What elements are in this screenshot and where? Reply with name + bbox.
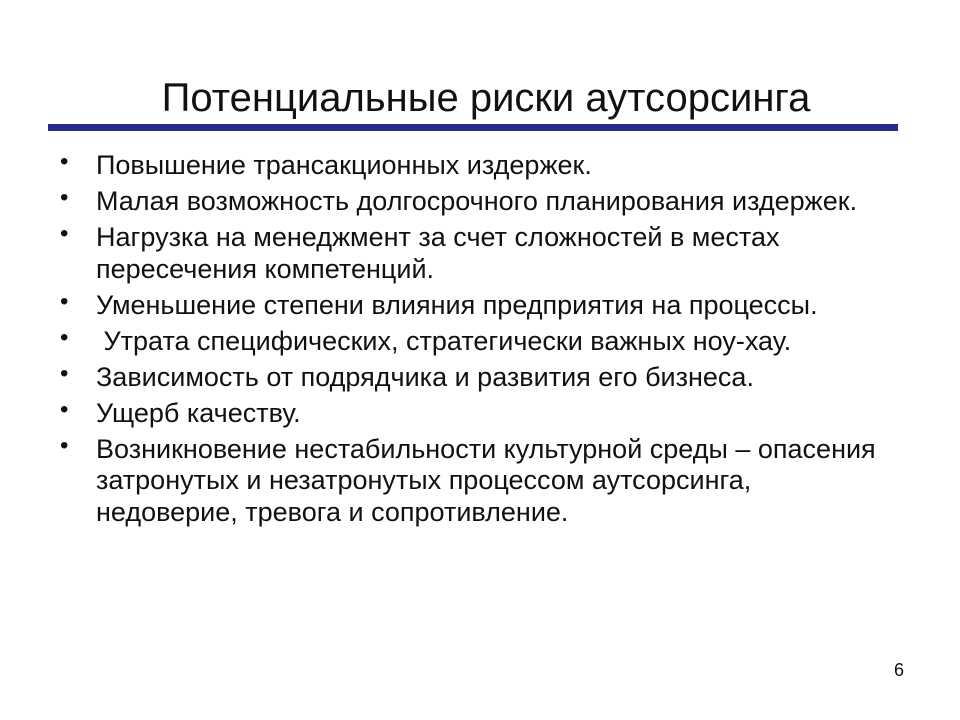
bullet-text: Возникновение нестабильности культурной среды – опасения затронутых и незатронутых процессом аутсорсинга, недоверие, тревога и сопротивление.: [96, 433, 876, 527]
bullet-text: Малая возможность долгосрочного планирования издержек.: [96, 186, 858, 216]
bullet-item: [56, 431, 896, 529]
bullet-icon: •: [60, 287, 69, 315]
bullet-icon: •: [60, 184, 69, 211]
page-number: 6: [893, 660, 904, 680]
bullet-text: Уменьшение степени влияния предприятия на процессы.: [96, 289, 818, 320]
bullet-text: Нагрузка на менеджмент за счет сложностей в местах пересечения компетенций.: [96, 222, 780, 284]
bullet-icon: •: [60, 323, 69, 351]
bullet-icon: •: [60, 220, 69, 247]
bullet-icon: •: [60, 148, 69, 175]
bullet-item: [56, 186, 896, 218]
bullet-list: [56, 150, 896, 533]
bullet-icon: •: [60, 359, 69, 387]
bullet-text: Зависимость от подрядчика и развития его бизнеса.: [96, 361, 754, 392]
bullet-item: [56, 150, 896, 182]
bullet-item: [56, 395, 896, 430]
bullet-item: [56, 359, 896, 394]
bullet-item: [56, 222, 896, 285]
slide-title: Потенциальные риски аутсорсинга: [161, 76, 811, 120]
bullet-text: Утрата специфических, стратегически важных ноу-хау.: [96, 325, 792, 356]
bullet-icon: •: [60, 431, 69, 459]
bullet-text: Повышение трансакционных издержек.: [96, 150, 592, 180]
title-underline: [48, 124, 898, 131]
bullet-text: Ущерб качеству.: [96, 397, 301, 428]
bullet-item: [56, 323, 896, 358]
bullet-icon: •: [60, 395, 69, 423]
bullet-item: [56, 287, 896, 322]
